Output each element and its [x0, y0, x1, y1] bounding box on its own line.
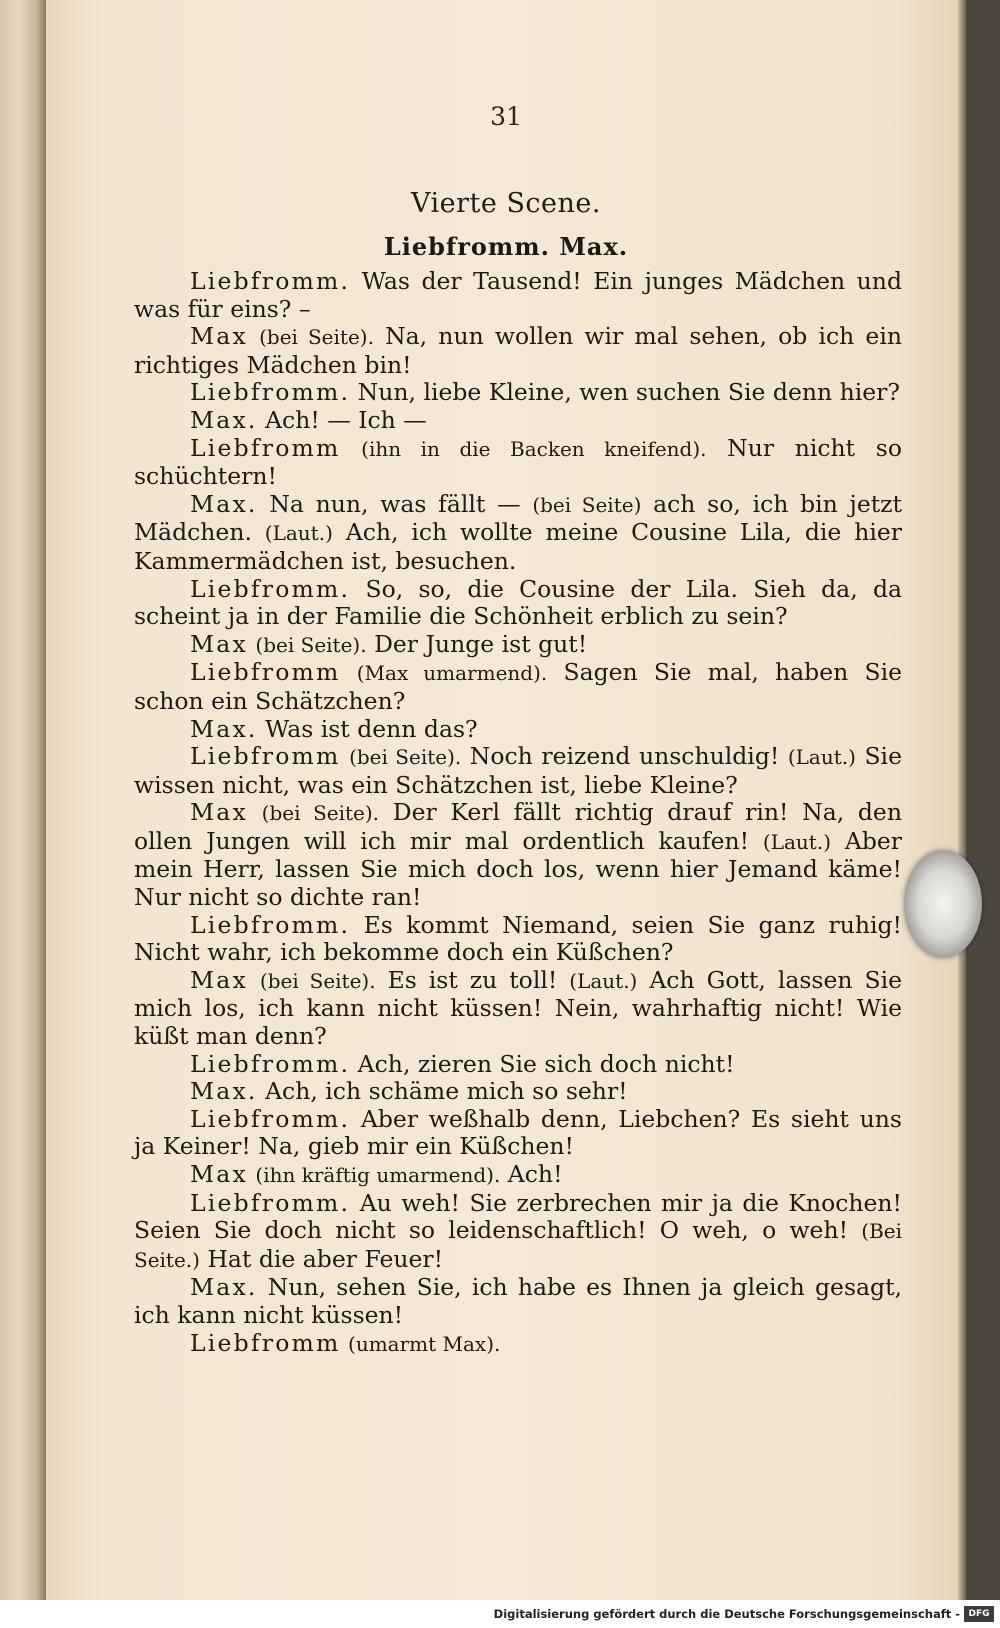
dialogue-line	[341, 742, 350, 770]
dialogue-line: Aber weßhalb denn, Liebchen? Es sieht uns ja Keiner! Na, gieb mir ein Küßchen!	[134, 1104, 902, 1161]
speaker-name: Max	[190, 322, 248, 351]
dialogue-line	[248, 322, 259, 350]
dialogue-line: Was ist denn das?	[257, 714, 478, 743]
dialogue-paragraph	[134, 435, 902, 491]
dialogue-line: Au weh! Sie zerbrechen mir ja die Knochen! Seien Sie doch nicht so leidenschaftlich! O weh, o weh!	[134, 1188, 902, 1245]
scan-background-left	[0, 0, 46, 1628]
stage-direction: (umarmt Max).	[348, 1331, 501, 1356]
stage-direction: (bei Seite).	[349, 745, 462, 770]
stage-direction: (Laut.)	[264, 521, 333, 546]
speaker-name: Max.	[190, 1077, 258, 1106]
dialogue-line: ach so, ich bin jetzt Mädchen.	[134, 489, 902, 547]
dialogue-paragraph	[134, 912, 902, 967]
dialogue-line: Sie wissen nicht, was ein Schätzchen ist, liebe Kleine?	[134, 742, 902, 799]
speaker-name: Liebfromm.	[190, 378, 351, 407]
paper-clip	[904, 850, 982, 958]
dialogue-paragraph	[134, 1161, 902, 1190]
dialogue-paragraph	[134, 631, 902, 660]
dialogue-paragraph	[134, 323, 902, 379]
stage-direction: (ihn kräftig umarmend).	[255, 1163, 501, 1187]
speaker-name: Liebfromm	[190, 1328, 341, 1357]
speaker-name: Liebfromm	[190, 658, 341, 687]
dialogue-line: Nun, liebe Kleine, wen suchen Sie denn hier?	[350, 378, 900, 407]
dialogue-paragraph	[134, 1274, 902, 1329]
dialogue-line: Ach Gott, lassen Sie mich los, ich kann nicht küssen! Nein, wahrhaftig nicht! Wie küßt man denn?	[134, 965, 902, 1051]
stage-direction: (bei Seite)	[532, 492, 642, 517]
dialogue-paragraph	[134, 1330, 902, 1359]
speaker-name: Max	[190, 798, 248, 827]
page-number: 31	[490, 102, 522, 131]
speaker-name: Max.	[190, 1273, 258, 1302]
stage-direction: (ihn in die Backen kneifend).	[361, 436, 707, 461]
footer-credit: Digitalisierung gefördert durch die Deutsche Forschungsgemeinschaft -	[493, 1607, 960, 1621]
speaker-name: Liebfromm.	[190, 267, 351, 295]
dialogue-paragraph	[134, 799, 902, 911]
dialogue-line: Na, nun wollen wir mal sehen, ob ich ein richtiges Mädchen bin!	[134, 322, 902, 379]
dialogue-line: Der Junge ist gut!	[366, 629, 588, 658]
speaker-name: Max	[190, 965, 248, 994]
dialogue-line: Sagen Sie mal, haben Sie schon ein Schätzchen?	[134, 658, 902, 715]
speaker-name: Liebfromm.	[190, 574, 351, 603]
speaker-name: Max.	[190, 405, 258, 434]
dialogue-line: Ach, ich schäme mich so sehr!	[257, 1077, 628, 1106]
stage-direction: (Max umarmend).	[356, 661, 548, 686]
dialogue-text	[134, 268, 902, 1358]
dialogue-line: Nur nicht so schüchtern!	[134, 433, 902, 491]
speaker-name: Max	[190, 1160, 248, 1188]
stage-direction: (Laut.)	[762, 829, 831, 854]
footer-bar	[0, 1600, 1000, 1628]
dialogue-line: Ach! — Ich —	[257, 405, 427, 434]
scan-background-right	[966, 0, 1000, 1600]
stage-direction: (bei Seite).	[255, 632, 367, 657]
dialogue-paragraph	[134, 716, 902, 744]
dialogue-line: So, so, die Cousine der Lila. Sieh da, da scheint ja in der Familie die Schönheit erblich zu sein?	[134, 574, 902, 631]
dialogue-line: Der Kerl fällt richtig drauf rin! Na, den ollen Jungen will ich mir mal ordentlich kaufen!	[134, 798, 902, 855]
dfg-logo: DFG	[964, 1606, 994, 1622]
speaker-name: Liebfromm	[190, 433, 341, 462]
speaker-name: Max.	[190, 489, 258, 518]
dialogue-paragraph	[134, 1051, 902, 1079]
dialogue-line: Es ist zu toll!	[375, 965, 570, 994]
dialogue-paragraph	[134, 659, 902, 715]
dialogue-line	[341, 658, 357, 686]
dialogue-line	[248, 798, 262, 826]
dialogue-line: Ach, zieren Sie sich doch nicht!	[350, 1049, 735, 1078]
dialogue-line: Was der Tausend! Ein junges Mädchen und was für eins? –	[134, 267, 902, 323]
stage-direction: (Laut.)	[569, 968, 638, 993]
speaker-name: Liebfromm.	[190, 1188, 351, 1217]
dialogue-line: Hat die aber Feuer!	[199, 1244, 444, 1273]
dialogue-line: Na nun, was fällt —	[257, 489, 533, 518]
dialogue-paragraph	[134, 1190, 902, 1275]
stage-direction: (Laut.)	[787, 745, 856, 770]
speaker-name: Max	[190, 629, 248, 658]
speaker-name: Max.	[190, 714, 258, 743]
dialogue-line: Aber mein Herr, lassen Sie mich doch los, wenn hier Jemand käme! Nur nicht so dichte ran!	[134, 826, 903, 912]
dialogue-paragraph	[134, 379, 902, 407]
book-page	[46, 0, 966, 1600]
scene-title: Vierte Scene.	[410, 188, 601, 219]
dialogue-line	[248, 966, 260, 994]
speaker-name: Liebfromm.	[190, 1049, 351, 1078]
dialogue-line: Nun, sehen Sie, ich habe es Ihnen ja gleich gesagt, ich kann nicht küssen!	[134, 1273, 902, 1329]
scene-cast: Liebfromm. Max.	[383, 232, 629, 261]
dialogue-paragraph	[134, 743, 902, 799]
dialogue-line	[341, 434, 362, 462]
dialogue-line: Ach!	[500, 1160, 563, 1188]
dialogue-line	[341, 1329, 348, 1357]
dialogue-line: Ach, ich wollte meine Cousine Lila, die hier Kammermädchen ist, besuchen.	[134, 518, 902, 575]
stage-direction: (bei Seite).	[259, 325, 374, 350]
stage-direction: (bei Seite).	[259, 968, 376, 993]
speaker-name: Liebfromm.	[190, 910, 351, 939]
speaker-name: Liebfromm.	[190, 1104, 351, 1133]
stage-direction: (Bei Seite.)	[134, 1219, 902, 1272]
dialogue-paragraph	[134, 491, 902, 576]
dialogue-paragraph	[134, 1078, 902, 1106]
dialogue-line: Noch reizend unschuldig!	[461, 742, 788, 771]
stage-direction: (bei Seite).	[261, 801, 380, 826]
dialogue-paragraph	[134, 407, 902, 435]
dialogue-paragraph	[134, 967, 902, 1051]
dialogue-paragraph	[134, 576, 902, 631]
speaker-name: Liebfromm	[190, 742, 341, 771]
dialogue-line: Es kommt Niemand, seien Sie ganz ruhig! Nicht wahr, ich bekomme doch ein Küßchen?	[134, 910, 902, 967]
dialogue-paragraph	[134, 268, 902, 323]
dialogue-paragraph	[134, 1106, 902, 1161]
